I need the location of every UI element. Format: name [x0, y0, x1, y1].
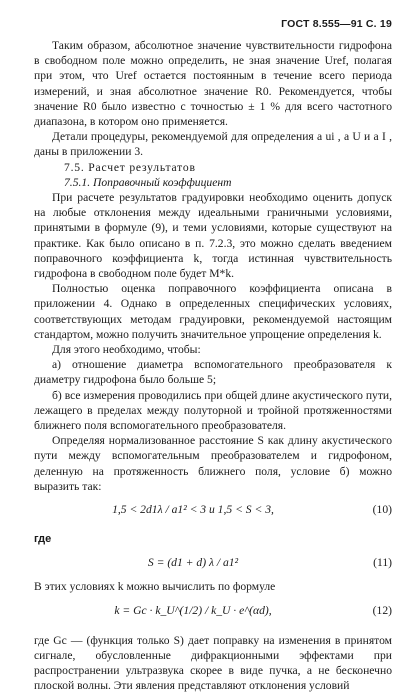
where-label: где — [34, 532, 392, 547]
paragraph: Определяя нормализованное расстояние S как длину акустического пути между вспомогательным преобразователем и гидрофоном, деленную на протяженность ближнего поля, условие б) можно выразить так: — [34, 433, 392, 494]
paragraph: Полностью оценка поправочного коэффициента описана в приложении 4. Однако в определенных специфических условиях, соответствующих методам градуировки, рекомендуемой настоящим стандартом, можно получить значительное упрощение определения k. — [34, 281, 392, 342]
document-body — [34, 38, 392, 693]
formula-number: (11) — [373, 556, 392, 569]
paragraph: Таким образом, абсолютное значение чувствительности гидрофона в свободном поле можно определить, не зная значение Uref, полагая при этом, что Uref остается постоянным в течение всего периода измерений, и зная абсолютное значение R0. Рекомендуется, чтобы значение R0 было известно с точностью ± 1 % для всего частотного диапазона, в котором оно применяется. — [34, 38, 392, 129]
paragraph: Для этого необходимо, чтобы: — [34, 342, 392, 357]
paragraph: В этих условиях k можно вычислить по формуле — [34, 579, 392, 594]
paragraph: При расчете результатов градуировки необходимо оценить допуск на любые отклонения между идеальными граничными условиями, принятыми в формуле (9), и теми условиями, которые существуют на практике. Как было описано в п. 7.2.3, это можно сделать введением поправочного коэффициента k, тогда истинная чувствительность гидрофона в свободном поле будет M*k. — [34, 190, 392, 281]
formula-11 — [34, 551, 392, 575]
formula-body: k = Gc · k_U^(1/2) / k_U · e^(αd), — [34, 604, 352, 617]
paragraph: где Gc — (функция только S) дает поправку на изменения в принятом сигнале, обусловленные дифракционными эффектами при распространении ультразвука скорее в виде пучка, а не бесконечно плоской волны. Эти явления представляют отклонения условий — [34, 633, 392, 693]
formula-12 — [34, 599, 392, 629]
page-header: ГОСТ 8.555—91 С. 19 — [281, 18, 392, 30]
subsection-heading-text: 7.5.1. Поправочный коэффициент — [64, 176, 231, 189]
formula-body: S = (d1 + d) λ / a1² — [34, 556, 352, 569]
subsection-heading — [34, 175, 392, 190]
section-heading: 7.5. Расчет результатов — [34, 160, 392, 175]
list-item: б) все измерения проводились при общей длине акустического пути, лежащего в пределах между полуторной и тройной протяженностями ближнего поля вспомогательного преобразователя. — [34, 388, 392, 434]
formula-number: (10) — [373, 503, 392, 516]
paragraph: Детали процедуры, рекомендуемой для определения a ui , a U и a I , даны в приложении 3. — [34, 129, 392, 159]
formula-body: 1,5 < 2d1λ / a1² < 3 и 1,5 < S < 3, — [34, 503, 352, 516]
list-item: а) отношение диаметра вспомогательного преобразователя к диаметру гидрофона было больше 5; — [34, 357, 392, 387]
formula-number: (12) — [373, 604, 392, 617]
formula-10 — [34, 498, 392, 528]
